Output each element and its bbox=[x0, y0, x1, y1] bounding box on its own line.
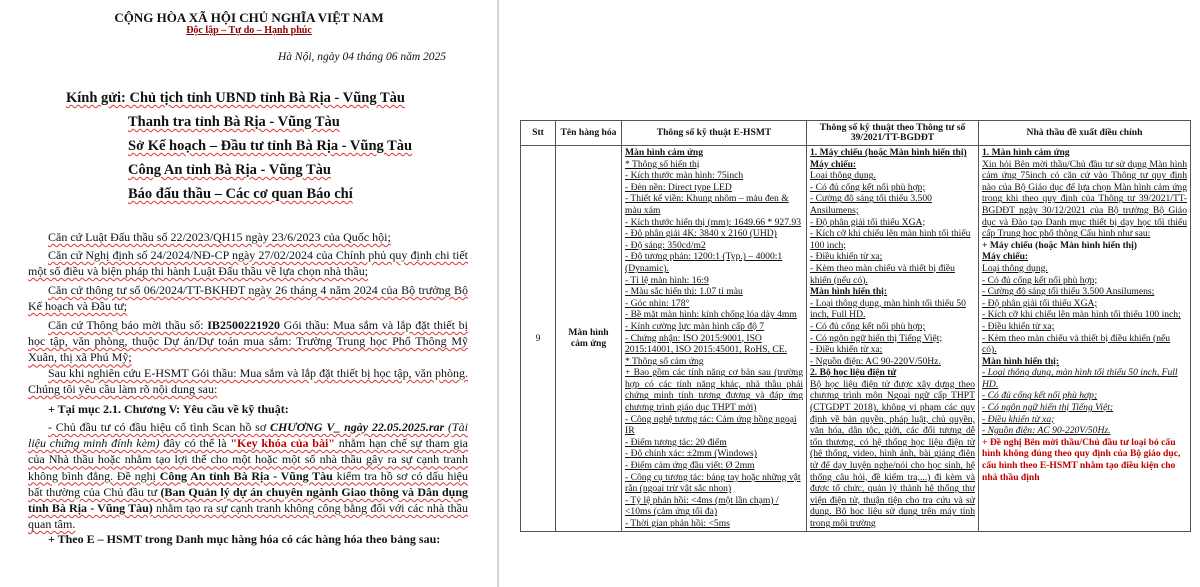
recipient-1: Kính gửi: Chủ tịch tỉnh UBND tỉnh Bà Rịa - Vũng Tàu bbox=[66, 90, 405, 106]
section-heading-goods: + Theo E – HSMT trong Danh mục hàng hóa có các hàng hóa theo bảng sau: bbox=[48, 532, 441, 546]
cell-ehsmt bbox=[622, 146, 807, 532]
ehsmt-spec-line: - Độ tương phản: 1200:1 (Typ.) – 4000:1 (Dynamic). bbox=[625, 251, 783, 274]
cell-item: Màn hình cảm ứng bbox=[556, 146, 622, 532]
ehsmt-spec-line: * Thông số cảm ứng bbox=[625, 355, 704, 367]
ehsmt-spec-line: - Góc nhìn: 178° bbox=[625, 297, 690, 309]
header-proposal: Nhà thầu đề xuất điều chỉnh bbox=[979, 121, 1191, 146]
recipient-5: Báo đấu thầu – Các cơ quan Báo chí bbox=[128, 186, 353, 202]
cell-circular bbox=[807, 146, 979, 532]
paragraph-complaint: - Chủ đầu tư có đầu hiệu cố tình Scan hồ sơ CHƯƠNG V_ ngày 22.05.2025.rar (Tài liệu chứng minh đính kèm) đây có thể là "Key khóa của bài" nhằm hạn chế sự tham gia của Nhà thầu hoặc nhằm tạo lợi thế cho một hoặc một số nhà thầu gây ra sự cạnh tranh không bình đẳng. Đề nghị Công An tỉnh Bà Rịa - Vũng Tàu kiểm tra hồ sơ có dấu hiệu bất thường của Chủ đầu tư (Ban Quản lý dự án chuyên ngành Giao thông và Dân dụng tỉnh Bà Rịa - Vũng Tàu) nhằm tạo ra sự cạnh tranh không công bằng đối với các nhà thầu quan tâm. bbox=[28, 420, 468, 532]
ehsmt-spec-line: - Màu sắc hiển thị: 1.07 tỉ màu bbox=[625, 286, 743, 298]
table-row bbox=[521, 146, 1191, 532]
ehsmt-spec-line: - Độ sáng: 350cd/m2 bbox=[625, 239, 706, 251]
ehsmt-spec-line: - Điểm tương tác: 20 điểm bbox=[625, 436, 727, 448]
national-title: CỘNG HÒA XÃ HỘI CHỦ NGHĨA VIỆT NAM bbox=[114, 10, 384, 25]
ehsmt-spec-line: Màn hình cảm ứng bbox=[625, 147, 703, 158]
ehsmt-spec-line: - Tỉ lệ màn hình: 16:9 bbox=[625, 274, 709, 286]
letter-page bbox=[0, 0, 498, 587]
ehsmt-spec-line: * Thông số hiển thị bbox=[625, 158, 700, 170]
paragraph-decree: Căn cứ Nghị định số 24/2024/NĐ-CP ngày 27/02/2024 của Chính phủ quy định chi tiết một số điều và biện pháp thi hành Luật Đấu thầu về lựa chọn nhà thầu; bbox=[28, 248, 468, 279]
ehsmt-spec-list bbox=[625, 147, 803, 530]
ehsmt-spec-line: - Công cụ tương tác: bảng tay hoặc những vật rắn (ngoại trừ vật sắc nhọn) bbox=[625, 471, 801, 495]
ehsmt-spec-line: - Tỷ lệ phản hồi: <4ms (một lần chạm) / <10ms (cảm ứng tối đa) bbox=[625, 494, 779, 518]
ehsmt-spec-line: - Đèn nền: Direct type LED bbox=[625, 181, 732, 193]
header-stt: Stt bbox=[521, 121, 556, 146]
ehsmt-spec-line: + Bao gồm các tính năng cơ bản sau (trường hợp có các tính năng khác, nhà thầu phải chứng minh tính tương đương và đáp ứng chương trình giáo dục THPT mới) bbox=[625, 367, 803, 414]
paragraph-circular: Căn cứ thông tư số 06/2024/TT-BKHĐT ngày 26 tháng 4 năm 2024 của Bộ trưởng Bộ Kế hoạch và Đầu tư; bbox=[28, 283, 468, 314]
table-header-row bbox=[521, 121, 1191, 146]
cell-stt: 9 bbox=[521, 146, 556, 532]
ehsmt-spec-line: - Kích thước hiển thị (mm): 1649.66 * 927.93 bbox=[625, 216, 802, 228]
proposal-spec: 1. Màn hình cảm ứng Xin hỏi Bên mời thầu/Chủ đầu tư sử dụng Màn hình cảm ứng 75inch có căn cứ vào Thông tư quy định nào của Bộ Giáo dục để lựa chọn Màn hình cảm ứng trong khi theo quy định của Thông tư 39/2021/TT-BGDĐT ngày 30/12/2021 của Bộ trưởng Bộ Giáo dục và Đào tạo Danh mục thiết bị dạy học tối thiểu cấp Trung học phổ thông Cấu hình như sau: + Máy chiếu (hoặc Màn hình hiển thị) Máy chiếu: Loại thông dụng. - Có đủ cổng kết nối phù hợp; - Cường độ sáng tối thiểu 3.500 Ansilumens; - Độ phân giải tối thiểu XGA; - Kích cỡ khi chiếu lên màn hình tối thiểu 100 inch; - Điều khiển từ xa; - Kèm theo màn chiếu và thiết bị điều khiển (nếu có). Màn hình hiển thị: - Loại thông dụng, màn hình tối thiểu 50 inch, Full HD. - Có đủ cổng kết nối phù hợp; - Có ngôn ngữ hiển thị Tiếng Việt; - Điều khiển từ xa; - Nguồn điện: AC 90-220V/50Hz. + Đề nghị Bên mời thầu/Chủ đầu tư loại bỏ cấu hình không đúng theo quy định của Bộ giáo dục, cấu hình theo E-HSMT nhằm tạo điều kiện cho nhà thầu định bbox=[982, 147, 1187, 483]
ehsmt-spec-line: - Thời gian phản hồi: <5ms bbox=[625, 518, 730, 529]
cell-proposal bbox=[979, 146, 1191, 532]
ehsmt-spec-line: - Thiết kế viền: Khung nhôm – màu đen & màu xám bbox=[625, 193, 789, 216]
ehsmt-spec-line: - Bề mặt màn hình: kính chống lóa dày 4mm bbox=[625, 309, 797, 321]
ehsmt-spec-line: - Điểm cảm ứng đầu viết: Ø 2mm bbox=[625, 460, 755, 472]
paragraph-study: Sau khi nghiên cứu E-HSMT Gói thầu: Mua sắm và lắp đặt thiết bị học tập, văn phòng. Chúng tôi yêu cầu làm rõ nội dung sau: bbox=[28, 366, 468, 397]
header-circular: Thông số kỹ thuật theo Thông tư số 39/2021/TT-BGDĐT bbox=[807, 121, 979, 146]
recipient-3: Sở Kế hoạch – Đầu tư tỉnh Bà Rịa - Vũng Tàu bbox=[128, 138, 413, 154]
header-ehsmt: Thông số kỹ thuật E-HSMT bbox=[622, 121, 807, 146]
circular-spec: 1. Máy chiếu (hoặc Màn hình hiển thị) Máy chiếu: Loại thông dụng. - Có đủ cổng kết nối phù hợp; - Cường độ sáng tối thiểu 3.500 Ansilumens; - Độ phân giải tối thiểu XGA; - Kích cỡ khi chiếu lên màn hình tối thiểu 100 inch; - Điều khiển từ xa; - Kèm theo màn chiếu và thiết bị điều khiển (nếu có). Màn hình hiển thị: - Loại thông dụng, màn hình tối thiểu 50 inch, Full HD. - Có đủ cổng kết nối phù hợp; - Có ngôn ngữ hiển thị Tiếng Việt; - Điều khiển từ xa; - Nguồn điện: AC 90-220V/50Hz. 2. Bộ học liệu điện tử Bộ học liệu điện tử được xây dựng theo chương trình môn Ngoại ngữ cấp THPT (CTGDPT 2018), không vi phạm các quy định về bản quyền, pháp luật, chủ quyền, văn hóa, dân tộc, giới, các đối tượng dễ tổn thương, có hệ thống học liệu điện tử (hệ thống, video, hình ảnh, bài giảng điện tử để dạy luyện nghe/nói cho học sinh, hệ thống câu hỏi, đề kiểm tra,...) đi kèm và được tổ chức, quản lý thành hệ thống thư viện điện tử, thuận tiện cho tra cứu và sử dụng. Bộ học liệu sử dụng trên máy tính trong môi trường bbox=[810, 147, 975, 529]
ehsmt-spec-line: - Công nghệ tương tác: Cảm ứng hồng ngoại IR bbox=[625, 413, 797, 437]
ehsmt-spec-line: - Kính cường lực màn hình cấp độ 7 bbox=[625, 320, 765, 332]
header-item: Tên hàng hóa bbox=[556, 121, 622, 146]
recipient-4: Công An tỉnh Bà Rịa - Vũng Tàu bbox=[128, 162, 331, 178]
spec-table bbox=[520, 120, 1191, 532]
recipient-2: Thanh tra tỉnh Bà Rịa - Vũng Tàu bbox=[128, 114, 340, 130]
ehsmt-spec-line: - Độ chính xác: ±2mm (Windows) bbox=[625, 448, 757, 460]
ehsmt-spec-line: - Độ phân giải 4K: 3840 x 2160 (UHD) bbox=[625, 228, 777, 240]
paragraph-law: Căn cứ Luật Đấu thầu số 22/2023/QH15 ngày 23/6/2023 của Quốc hội; bbox=[48, 230, 391, 244]
section-heading: + Tại mục 2.1. Chương V: Yêu cầu về kỹ thuật: bbox=[48, 402, 289, 416]
ehsmt-spec-line: - Chứng nhận: ISO 2015:9001, ISO 2015:14001, ISO 2015:45001, RoHS, CE. bbox=[625, 332, 788, 356]
spec-table-page bbox=[498, 0, 1200, 587]
paragraph-tender-notice: Căn cứ Thông báo mời thầu số: IB2500221920 Gói thầu: Mua sắm và lắp đặt thiết bị học tập, văn phòng, thuộc Dự án/Dự toán mua sắm: Trường Trung học Phổ Thông Mỹ Xuân, thị xã Phú Mỹ; bbox=[28, 318, 468, 365]
letter-date: Hà Nội, ngày 04 tháng 06 năm 2025 bbox=[277, 51, 446, 63]
ehsmt-spec-line: - Kích thước màn hình: 75inch bbox=[625, 170, 744, 182]
national-motto: Độc lập – Tự do – Hạnh phúc bbox=[186, 25, 312, 36]
